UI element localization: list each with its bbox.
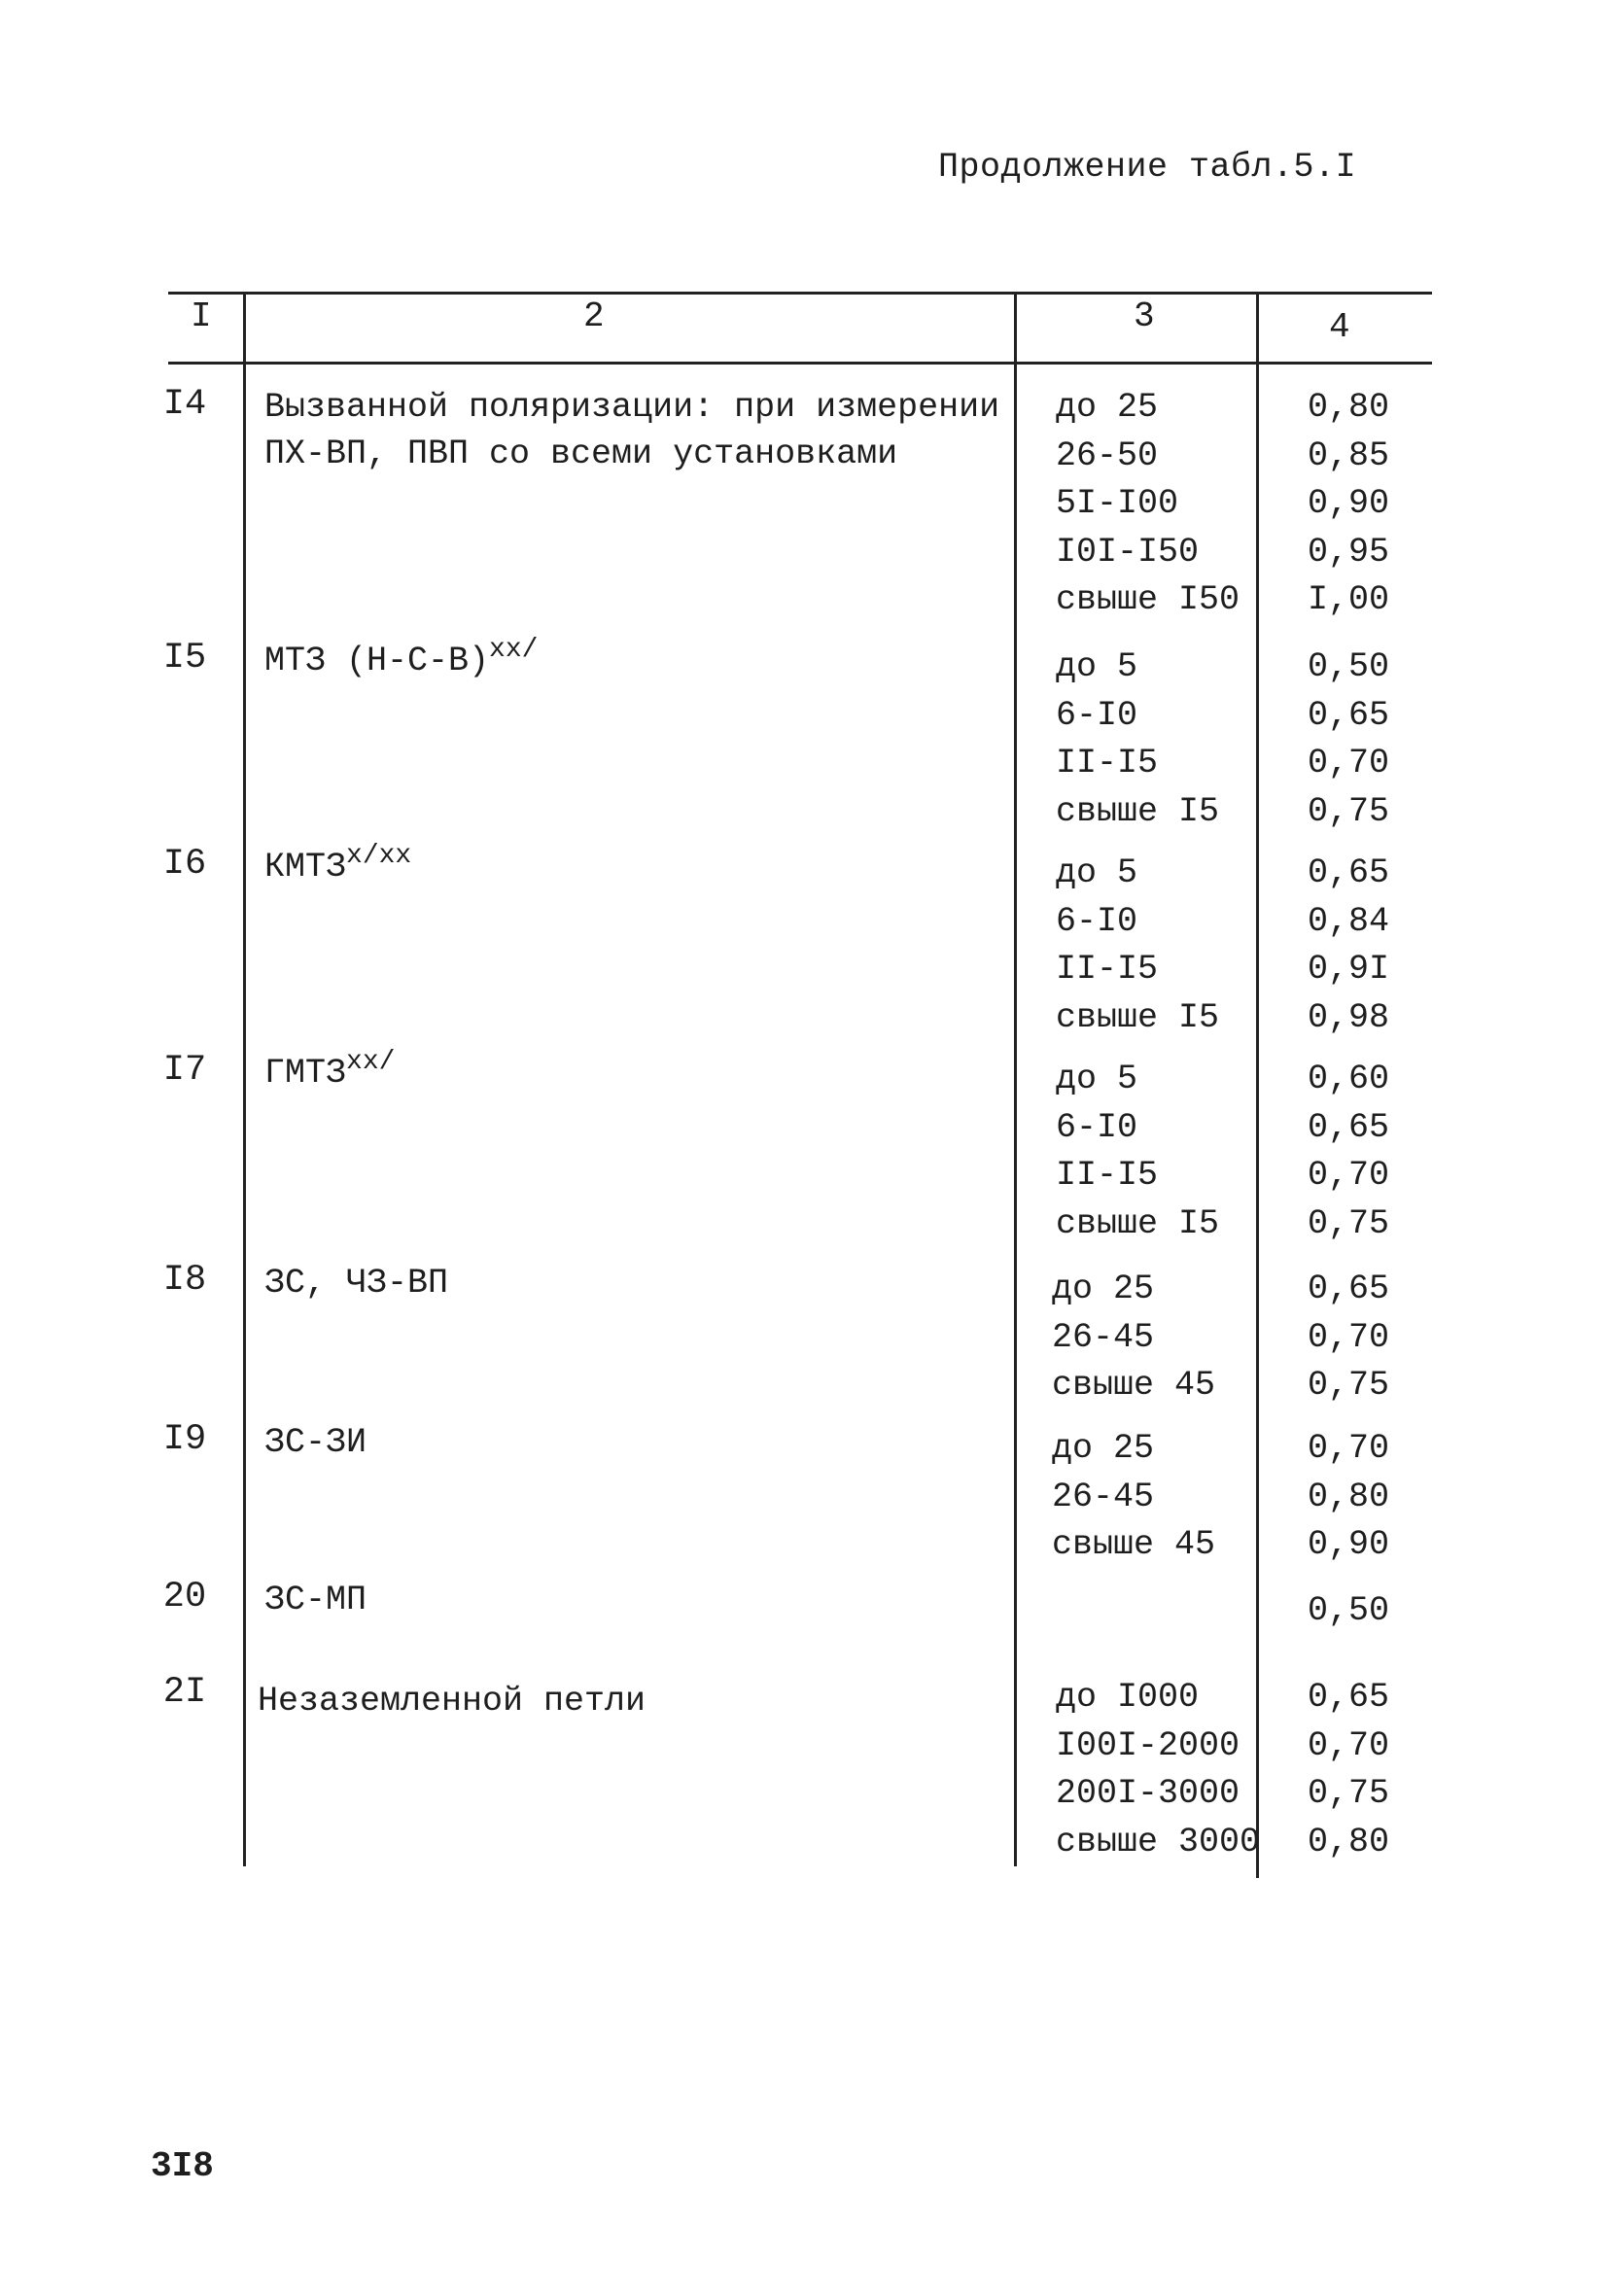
row-method-name	[264, 1260, 448, 1306]
range-cell: до 5	[1056, 647, 1138, 686]
range-cell: свыше 3000	[1056, 1822, 1261, 1861]
row-method-line: ЗС-ЗИ	[264, 1423, 367, 1462]
coefficient-cell: 0,70	[1308, 1725, 1390, 1765]
row-range-list	[1052, 1266, 1215, 1410]
range-cell: до 25	[1052, 1270, 1155, 1308]
row-coefficient-list	[1308, 1266, 1389, 1410]
coefficient-cell: I,00	[1308, 580, 1390, 619]
row-method-line: Незаземленной петли	[258, 1682, 646, 1721]
row-range-list	[1052, 1425, 1215, 1570]
range-cell: II-I5	[1056, 1156, 1159, 1195]
row-number: I6	[162, 844, 207, 885]
row-coefficient-list	[1308, 1674, 1389, 1866]
row-coefficient-list	[1308, 850, 1389, 1042]
row-method-line: ЗС-МП	[264, 1581, 367, 1619]
row-method-line: ЗС, ЧЗ-ВП	[264, 1264, 449, 1303]
column-divider	[1014, 292, 1017, 1866]
coefficient-cell: 0,75	[1308, 1366, 1390, 1405]
header-bottom-rule	[168, 362, 1432, 365]
row-range-list	[1056, 850, 1219, 1042]
range-cell: 5I-I00	[1056, 484, 1179, 523]
coefficient-cell: 0,70	[1308, 744, 1390, 783]
row-range-list	[1056, 1674, 1260, 1866]
coefficient-cell: 0,84	[1308, 901, 1390, 941]
coefficient-cell: 0,70	[1308, 1156, 1390, 1195]
row-coefficient-list	[1308, 644, 1389, 836]
range-cell: до 25	[1056, 388, 1159, 427]
row-method-name	[258, 1678, 646, 1724]
range-cell: 6-I0	[1056, 1107, 1138, 1147]
row-number: I9	[162, 1419, 207, 1460]
range-cell: свыше I5	[1056, 997, 1220, 1037]
range-cell: до I000	[1056, 1678, 1200, 1717]
coefficient-cell: 0,80	[1308, 388, 1390, 427]
footnote-mark: xx/	[346, 1047, 396, 1077]
row-method-line: Вызванной поляризации: при измерении	[264, 388, 1000, 427]
coefficient-cell: 0,50	[1308, 1591, 1390, 1630]
range-cell: свыше 45	[1052, 1525, 1216, 1564]
range-cell: свыше I5	[1056, 791, 1220, 831]
row-coefficient-list	[1308, 1425, 1389, 1570]
coefficient-cell: 0,65	[1308, 1678, 1390, 1717]
range-cell: 6-I0	[1056, 695, 1138, 735]
range-cell: 200I-3000	[1056, 1774, 1240, 1813]
range-cell: II-I5	[1056, 744, 1159, 783]
column-header-2: 2	[583, 296, 605, 336]
row-method-name	[264, 1419, 367, 1466]
range-cell: I0I-I50	[1056, 532, 1200, 572]
row-method-line: ГМТЗ	[264, 1054, 347, 1093]
row-number: 2I	[162, 1672, 207, 1713]
coefficient-cell: 0,90	[1308, 1525, 1390, 1564]
row-range-list	[1056, 1056, 1219, 1248]
row-method-name	[264, 1047, 396, 1096]
range-cell: 26-50	[1056, 435, 1159, 475]
row-method-line: КМТЗ	[264, 848, 347, 887]
row-method-name	[264, 384, 999, 477]
range-cell: свыше 45	[1052, 1366, 1216, 1405]
column-header-3: 3	[1134, 296, 1155, 336]
table-top-rule	[168, 292, 1432, 295]
coefficient-cell: 0,85	[1308, 435, 1390, 475]
coefficient-cell: 0,70	[1308, 1317, 1390, 1357]
coefficient-cell: 0,75	[1308, 1203, 1390, 1243]
coefficient-cell: 0,65	[1308, 853, 1390, 892]
coefficient-cell: 0,50	[1308, 647, 1390, 686]
range-cell: 6-I0	[1056, 901, 1138, 941]
row-method-name	[264, 1577, 367, 1623]
footnote-mark: x/xx	[346, 841, 412, 871]
row-coefficient-list	[1308, 1056, 1389, 1248]
coefficient-cell: 0,95	[1308, 532, 1390, 572]
row-coefficient-list	[1308, 384, 1389, 625]
footnote-mark: xx/	[489, 635, 539, 665]
row-coefficient-list	[1308, 1587, 1389, 1636]
column-header-1: I	[191, 296, 212, 336]
coefficient-cell: 0,75	[1308, 791, 1390, 831]
table-caption: Продолжение табл.5.I	[938, 148, 1357, 187]
coefficient-cell: 0,80	[1308, 1477, 1390, 1516]
coefficient-cell: 0,65	[1308, 695, 1390, 735]
range-cell: до 5	[1056, 853, 1138, 892]
range-cell: I00I-2000	[1056, 1725, 1240, 1765]
row-range-list	[1056, 384, 1240, 625]
row-number: I4	[162, 384, 207, 425]
row-number: I8	[162, 1260, 207, 1301]
coefficient-cell: 0,98	[1308, 997, 1390, 1037]
row-number: I7	[162, 1050, 207, 1091]
coefficient-cell: 0,65	[1308, 1270, 1390, 1308]
coefficient-cell: 0,80	[1308, 1822, 1390, 1861]
range-cell: свыше I5	[1056, 1203, 1220, 1243]
page-number: 3I8	[151, 2146, 214, 2186]
range-cell: до 25	[1052, 1429, 1155, 1468]
coefficient-cell: 0,65	[1308, 1107, 1390, 1147]
coefficient-cell: 0,60	[1308, 1060, 1390, 1098]
column-divider	[1256, 292, 1259, 1878]
range-cell: до 5	[1056, 1060, 1138, 1098]
row-range-list	[1056, 644, 1219, 836]
row-method-name	[264, 841, 412, 890]
coefficient-cell: 0,90	[1308, 484, 1390, 523]
row-number: 20	[162, 1577, 207, 1618]
row-number: I5	[162, 638, 207, 678]
column-divider	[243, 292, 246, 1866]
coefficient-cell: 0,70	[1308, 1429, 1390, 1468]
range-cell: свыше I50	[1056, 580, 1240, 619]
row-method-line: ПХ-ВП, ПВП со всеми установками	[264, 435, 898, 473]
row-method-line: МТЗ (Н-С-В)	[264, 642, 490, 680]
row-method-name	[264, 635, 539, 684]
range-cell: II-I5	[1056, 950, 1159, 989]
range-cell: 26-45	[1052, 1477, 1155, 1516]
coefficient-cell: 0,9I	[1308, 950, 1390, 989]
range-cell: 26-45	[1052, 1317, 1155, 1357]
coefficient-cell: 0,75	[1308, 1774, 1390, 1813]
column-header-4: 4	[1329, 307, 1350, 347]
